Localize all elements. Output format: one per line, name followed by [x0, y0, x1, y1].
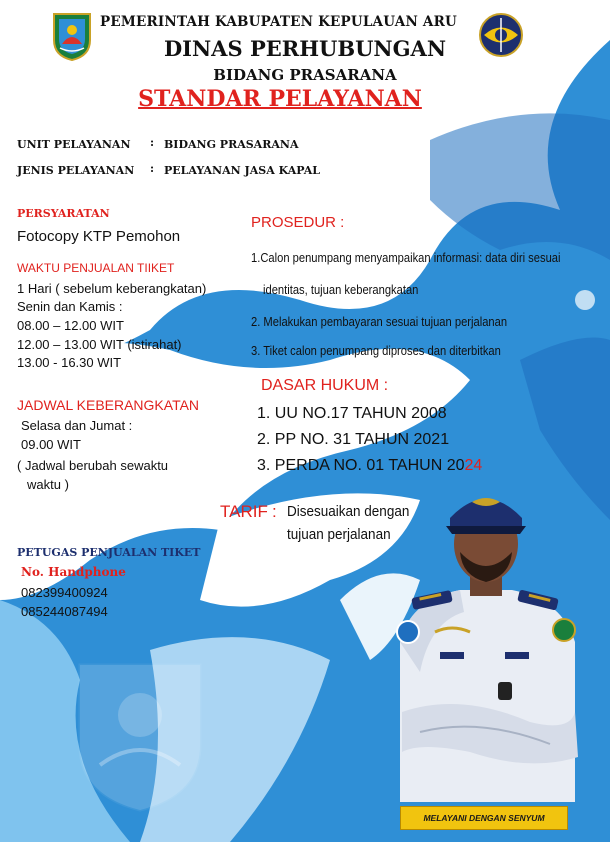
- sales-time-line: 08.00 – 12.00 WIT: [17, 318, 124, 333]
- departure-line: waktu ): [27, 477, 69, 492]
- unit-value: BIDANG PRASARANA: [164, 138, 299, 151]
- department-name: DINAS PERHUBUNGAN: [163, 36, 447, 61]
- page-title: STANDAR PELAYANAN: [138, 86, 422, 112]
- unit-separator: :: [150, 136, 155, 149]
- tariff-colon: :: [272, 502, 277, 521]
- legal-item-text: 3. PERDA NO. 01 TAHUN 20: [257, 457, 465, 474]
- departure-heading: JADWAL KEBERANGKATAN: [17, 397, 200, 413]
- procedure-step: identitas, tujuan keberangkatan: [263, 282, 419, 297]
- procedure-step: 2. Melakukan pembayaran sesuai tujuan perjalanan: [251, 314, 508, 329]
- slogan-badge: MELAYANI DENGAN SENYUM: [400, 806, 568, 830]
- departure-line: 09.00 WIT: [21, 437, 81, 452]
- procedure-step: 3. Tiket calon penumpang diproses dan diterbitkan: [251, 343, 501, 358]
- sales-time-line: 13.00 - 16.30 WIT: [17, 355, 122, 370]
- tariff-line: tujuan perjalanan: [287, 526, 391, 543]
- legal-item-3: [257, 457, 482, 475]
- legal-item: 1. UU NO.17 TAHUN 2008: [257, 405, 447, 422]
- unit-label: UNIT PELAYANAN: [17, 138, 131, 151]
- type-label: JENIS PELAYANAN: [17, 164, 135, 177]
- officer-heading: PETUGAS PENJUALAN TIKET: [17, 546, 201, 559]
- legal-heading: DASAR HUKUM :: [261, 377, 389, 394]
- type-value: PELAYANAN JASA KAPAL: [164, 164, 320, 177]
- tariff-line: Disesuaikan dengan: [287, 503, 410, 520]
- division-name: BIDANG PRASARANA: [213, 66, 397, 84]
- watermark-emblem: [70, 655, 210, 815]
- procedure-heading: PROSEDUR :: [251, 214, 345, 231]
- departure-line: ( Jadwal berubah sewaktu: [17, 458, 169, 473]
- sales-time-line: 1 Hari ( sebelum keberangkatan): [17, 281, 207, 296]
- legal-item: 2. PP NO. 31 TAHUN 2021: [257, 431, 450, 448]
- officer-phone: 082399400924: [21, 585, 108, 600]
- officer-photo: [380, 482, 592, 802]
- type-separator: :: [150, 162, 155, 175]
- requirements-heading: PERSYARATAN: [17, 207, 110, 220]
- requirements-value: Fotocopy KTP Pemohon: [17, 228, 181, 245]
- sales-time-line: 12.00 – 13.00 WIT (istirahat): [17, 337, 182, 352]
- government-name: PEMERINTAH KABUPATEN KEPULAUAN ARU: [100, 14, 457, 30]
- officer-phone: 085244087494: [21, 604, 108, 619]
- tariff-label: TARIF: [220, 502, 268, 521]
- legal-item-year-suffix: 24: [464, 457, 483, 474]
- sales-time-heading: WAKTU PENJUALAN TIIKET: [17, 261, 175, 275]
- procedure-step: 1.Calon penumpang menyampaikan informasi: data diri sesuai: [251, 250, 561, 265]
- sales-time-line: Senin dan Kamis :: [17, 299, 123, 314]
- officer-phone-label: No. Handphone: [21, 565, 126, 579]
- departure-line: Selasa dan Jumat :: [21, 418, 133, 433]
